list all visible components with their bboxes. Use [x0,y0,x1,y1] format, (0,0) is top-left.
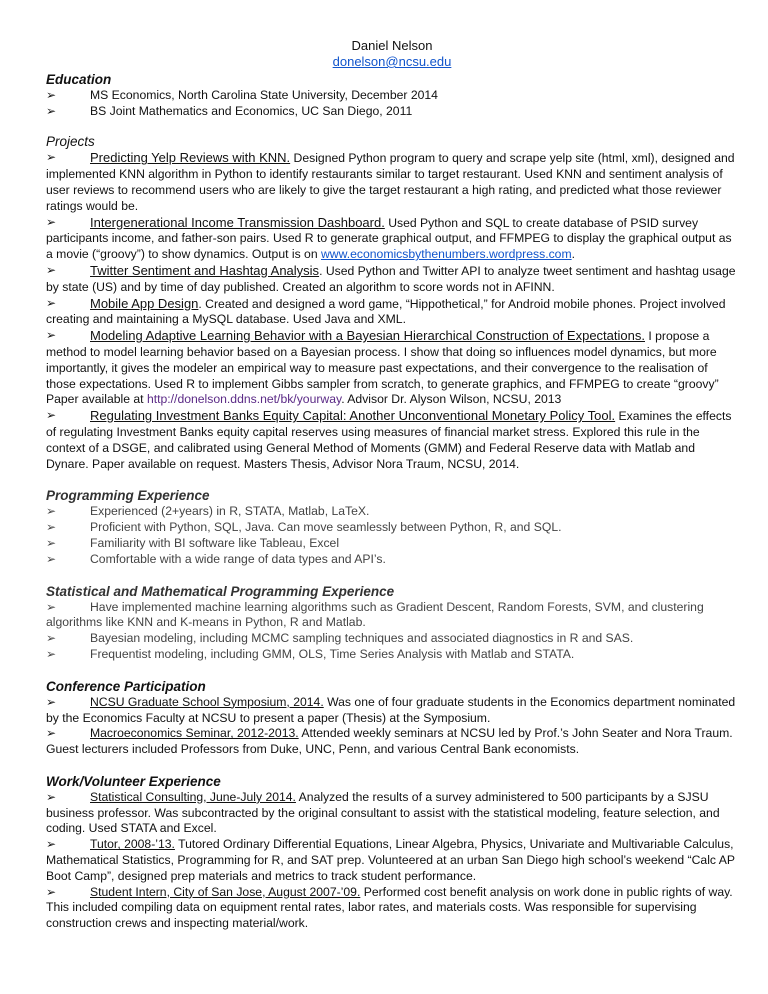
arrow-bullet-icon: ➢ [46,694,57,709]
arrow-bullet-icon: ➢ [46,646,57,661]
conference-item: ➢ Macroeconomics Seminar, 2012-2013. Attended weekly seminars at NCSU led by Prof.’s John Seater and Nora Traum. Guest lecturers included Professors from Duke, UNC, Penn, and various Central Bank economists. [46,726,733,757]
projects-heading: Projects [46,134,95,150]
project-title: Modeling Adaptive Learning Behavior with a Bayesian Hierarchical Construction of Expectations. [90,328,645,344]
education-heading: Education [46,71,112,87]
arrow-bullet-icon: ➢ [46,726,57,741]
arrow-bullet-icon: ➢ [46,520,57,535]
arrow-bullet-icon: ➢ [46,884,57,899]
blog-link[interactable]: www.economicsbythenumbers.wordpress.com [321,247,572,262]
arrow-bullet-icon: ➢ [46,837,57,852]
email-link[interactable]: donelson@ncsu.edu [332,54,452,69]
arrow-bullet-icon: ➢ [46,599,57,614]
programming-item: ➢ Proficient with Python, SQL, Java. Can move seamlessly between Python, R, and SQL. [46,520,562,535]
education-item: ➢ BS Joint Mathematics and Economics, UC San Diego, 2011 [46,103,413,118]
arrow-bullet-icon: ➢ [46,150,57,165]
project-item: ➢ Predicting Yelp Reviews with KNN. Designed Python program to query and scrape yelp site (html, xml), designed and implemented KNN algorithm in Python to identify restaurants similar to target restaurant. Used KNN and sentiment analysis of user reviews to recommend users who are likely to give the target restaurant a high rating, and predicted what those reviewer ratings would be. [46,150,735,213]
arrow-bullet-icon: ➢ [46,103,57,118]
programming-item: ➢ Familiarity with BI software like Tableau, Excel [46,535,340,550]
project-item: ➢ Modeling Adaptive Learning Behavior with a Bayesian Hierarchical Construction of Expectations. I propose a method to model learning behavior based on a Bayesian process. I show that doing so influences model dynamics, but more importantly, it gives the modeler an empirical way to measure past expectations, and their convergence to the realisation of those expectations. Used R to implement Gibbs sampler from scratch, to generate graphics, and FFMPEG to create “groovy” Paper available at http://donelson.ddns.net/bk/yourway. Advisor Dr. Alyson Wilson, NCSU, 2013 [46,328,719,407]
resume-page [46,38,738,932]
statistical-item: ➢ Frequentist modeling, including GMM, OLS, Time Series Analysis with Matlab and STATA. [46,646,575,661]
project-item: ➢ Intergenerational Income Transmission Dashboard. Used Python and SQL to create database of PSID survey participants income, and father-son pairs. Used R to generate graphical output, and FFMPEG to display the graphical output as a movie (“groovy”) to show dynamics. Output is on www.economicsbythenumbers.wordpress.com. [46,214,732,262]
arrow-bullet-icon: ➢ [46,214,57,229]
arrow-bullet-icon: ➢ [46,631,57,646]
statistical-heading: Statistical and Mathematical Programming Experience [46,583,395,599]
work-item: ➢ Statistical Consulting, June-July 2014. Analyzed the results of a survey administered to 500 participants by a SJSU business professor. Was subcontracted by the original consultant to assist with the statistical modeling, feature selection, and coding. Used STATA and Excel. [46,789,720,836]
project-item: ➢ Mobile App Design. Created and designed a word game, “Hippothetical,” for Android mobile phones. Project involved creating and maintaining a MySQL database. Used Java and XML. [46,295,726,327]
programming-item: ➢ Experienced (2+years) in R, STATA, Matlab, LaTeX. [46,504,370,519]
project-item: ➢ Twitter Sentiment and Hashtag Analysis. Used Python and Twitter API to analyze tweet sentiment and hashtag usage by state (US) and by time of day published. Created an algorithm to score words not in AFINN. [46,262,736,294]
statistical-item: ➢ Bayesian modeling, including MCMC sampling techniques and associated diagnostics in R and SAS. [46,631,634,646]
work-title: Tutor, 2008-’13. [90,837,175,852]
work-item: ➢ Tutor, 2008-’13. Tutored Ordinary Differential Equations, Linear Algebra, Physics, Univariate and Multivariable Calculus, Mathematical Statistics, Programming for R, and SAT prep. Volunteered at an urban San Diego high school’s weekend “Calc AP Boot Camp”, designed prep materials and metrics to track student performance. [46,837,735,883]
arrow-bullet-icon: ➢ [46,789,57,804]
project-title: Intergenerational Income Transmission Dashboard. [90,214,385,230]
arrow-bullet-icon: ➢ [46,535,57,550]
conference-title: NCSU Graduate School Symposium, 2014. [90,694,324,709]
programming-heading: Programming Experience [46,488,210,504]
arrow-bullet-icon: ➢ [46,408,57,423]
paper-link[interactable]: http://donelson.ddns.net/bk/yourway [146,392,342,407]
project-title: Predicting Yelp Reviews with KNN. [90,150,291,166]
statistical-item: ➢ Have implemented machine learning algorithms such as Gradient Descent, Random Forests, SVM, and clustering algorithms like KNN and K-means in Python, R and Matlab. [46,599,704,630]
arrow-bullet-icon: ➢ [46,87,57,102]
work-title: Student Intern, City of San Jose, August 2007-’09. [90,884,361,899]
candidate-name: Daniel Nelson [351,38,433,53]
arrow-bullet-icon: ➢ [46,504,57,519]
project-title: Mobile App Design [90,295,199,311]
work-title: Statistical Consulting, June-July 2014. [90,789,296,804]
conference-heading: Conference Participation [46,678,206,694]
work-heading: Work/Volunteer Experience [46,773,221,789]
education-item: ➢ MS Economics, North Carolina State University, December 2014 [46,87,438,102]
project-title: Twitter Sentiment and Hashtag Analysis [90,262,320,278]
arrow-bullet-icon: ➢ [46,262,57,277]
arrow-bullet-icon: ➢ [46,295,57,310]
conference-title: Macroeconomics Seminar, 2012-2013. [90,726,299,741]
arrow-bullet-icon: ➢ [46,328,57,343]
project-title: Regulating Investment Banks Equity Capital: Another Unconventional Monetary Policy Tool. [90,408,616,424]
programming-item: ➢ Comfortable with a wide range of data types and API’s. [46,551,386,566]
arrow-bullet-icon: ➢ [46,551,57,566]
work-item: ➢ Student Intern, City of San Jose, August 2007-’09. Performed cost benefit analysis on work done in public rights of way. This included compiling data on equipment rental rates, labor rates, and materials costs. Was responsible for supervising construction crews and inspecting material/work. [46,884,733,931]
conference-item: ➢ NCSU Graduate School Symposium, 2014. Was one of four graduate students in the Economics department nominated by the Economics Faculty at NCSU to present a paper (Thesis) at the Symposium. [46,694,736,725]
project-item: ➢ Regulating Investment Banks Equity Capital: Another Unconventional Monetary Policy Tool. Examines the effects of regulating Investment Banks equity capital reserves using measures of financial market stress. Explored this rule in the context of a DSGE, and calibrated using General Method of Moments (GMM) and Federal Reserve data with Matlab and Dynare. Paper available on request. Masters Thesis, Advisor Nora Traum, NCSU, 2014. [46,408,732,471]
